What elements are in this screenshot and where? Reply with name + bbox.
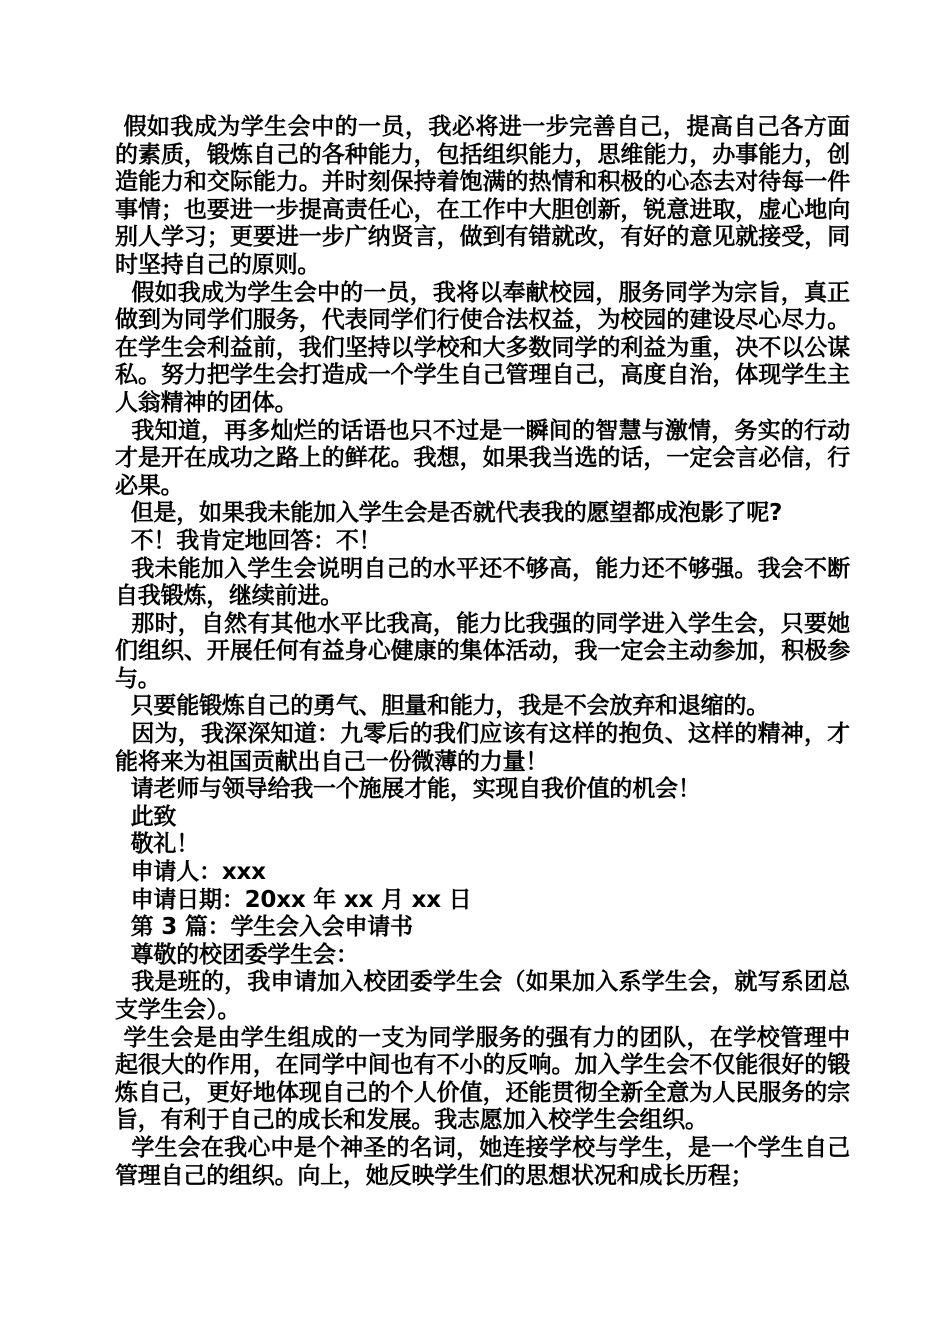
paragraph-1: 假如我成为学生会中的一员，我必将进一步完善自己，提高自己各方面的素质，锻炼自己的各种能力，包括组织能力，思维能力，办事能力，创造能力和交际能力。并时刻保持着饱满的热情和积极的心态去对待每一件事情；也要进一步提高责任心，在工作中大胆创新，锐意进取，虚心地向别人学习；更要进一步广纳贤言，做到有错就改，有好的意见就接受，同时坚持自己的原则。 — [115, 114, 850, 278]
paragraph-10: 请老师与领导给我一个施展才能，实现自我价值的机会！ — [115, 776, 701, 803]
paragraph-7: 那时，自然有其他水平比我高，能力比我强的同学进入学生会，只要她们组织、开展任何有益身心健康的集体活动，我一定会主动参加，积极参与。 — [115, 610, 850, 692]
closing-salutation: 此致 — [115, 803, 177, 830]
paragraph-8: 只要能锻炼自己的勇气、胆量和能力，我是不会放弃和退缩的。 — [115, 693, 770, 720]
applicant-line: 申请人：xxx — [115, 859, 266, 886]
paragraph-19: 学生会在我心中是个神圣的名词，她连接学校与学生，是一个学生自己管理自己的组织。向上，她反映学生们的思想状况和成长历程； — [115, 1134, 850, 1189]
paragraph-9: 因为，我深深知道：九零后的我们应该有这样的抱负、这样的精神，才能将来为祖国贡献出自己一份微薄的力量！ — [115, 721, 850, 775]
document-body — [115, 114, 850, 1190]
paragraph-17: 我是班的，我申请加入校团委学生会（如果加入系学生会，就写系团总支学生会）。 — [115, 969, 850, 1023]
paragraph-5: 不！我肯定地回答：不！ — [115, 527, 382, 554]
paragraph-2: 假如我成为学生会中的一员，我将以奉献校园，服务同学为宗旨，真正做到为同学们服务，代表同学们行使合法权益，为校园的建设尽心尽力。在学生会利益前，我们坚持以学校和大多数同学的利益为重，决不以公谋私。努力把学生会打造成一个学生自己管理自己，高度自治，体现学生主人翁精神的团体。 — [115, 279, 850, 416]
paragraph-6: 我未能加入学生会说明自己的水平还不够高，能力还不够强。我会不断自我锻炼，继续前进。 — [115, 555, 850, 610]
application-date-line: 申请日期：20xx 年 xx 月 xx 日 — [115, 886, 472, 913]
closing-regards: 敬礼！ — [115, 831, 200, 858]
paragraph-18: 学生会是由学生组成的一支为同学服务的强有力的团队，在学校管理中起很大的作用，在同学中间也有不小的反响。加入学生会不仅能很好的锻炼自己，更好地体现自己的个人价值，还能贯彻全新全意为人民服务的宗旨，有利于自己的成长和发展。我志愿加入校学生会组织。 — [115, 1024, 850, 1134]
paragraph-3: 我知道，再多灿烂的话语也只不过是一瞬间的智慧与激情，务实的行动才是开在成功之路上的鲜花。我想，如果我当选的话，一定会言必信，行必果。 — [115, 417, 850, 499]
section-heading: 第 3 篇：学生会入会申请书 — [115, 914, 413, 941]
paragraph-4: 但是，如果我未能加入学生会是否就代表我的愿望都成泡影了呢? — [115, 500, 783, 527]
letter-greeting: 尊敬的校团委学生会： — [115, 941, 359, 968]
